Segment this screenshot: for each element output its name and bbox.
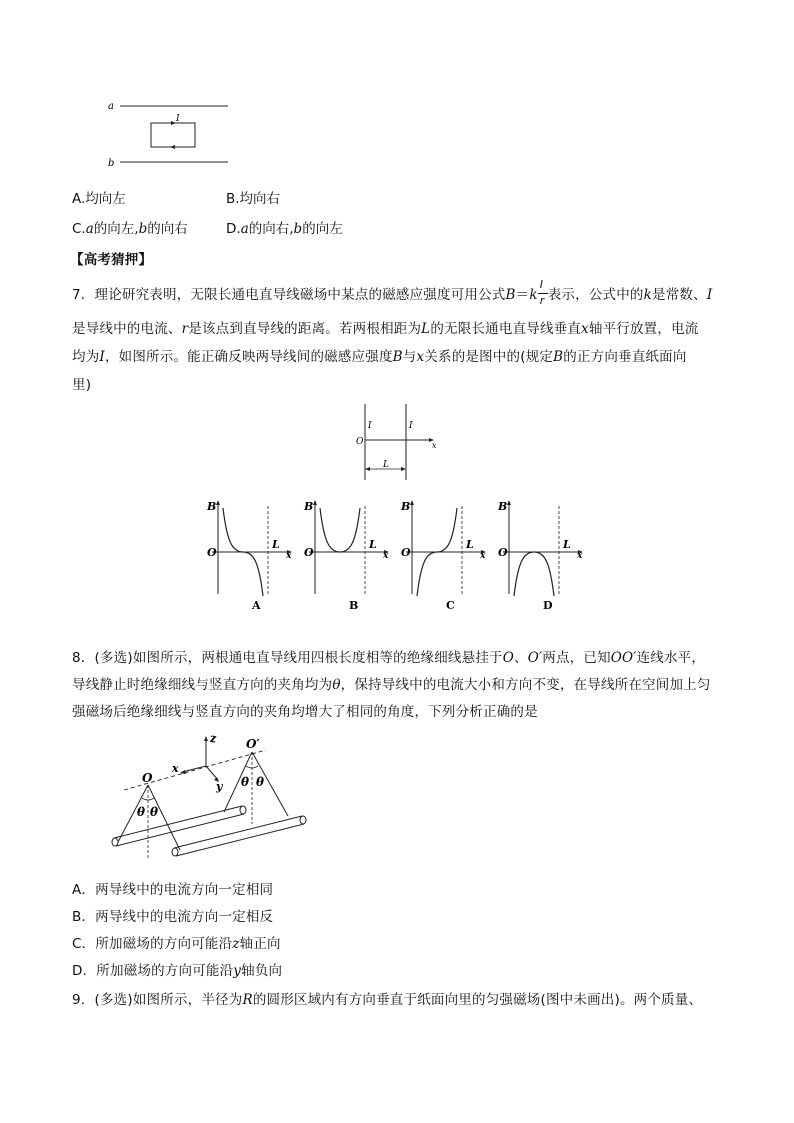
q7-line-1: 7．理论研究表明，无限长通电直导线磁场中某点的磁感应强度可用公式B＝k $\frac{I}{r}$ 表示，公式中的k是常数、I — [72, 278, 713, 307]
graph-a-o-label: O — [207, 546, 217, 559]
graph-b-l-label: L — [369, 538, 377, 551]
two-wires-setup-figure — [350, 400, 450, 490]
graph-a — [206, 500, 292, 612]
point-o-prime-label: O′ — [246, 737, 260, 751]
graph-b-caption: B — [349, 599, 359, 612]
graph-b-b-label: B — [304, 500, 314, 513]
x-axis-label: x — [432, 441, 437, 450]
q8-option-b: B．两导线中的电流方向一定相反 — [72, 909, 274, 925]
y-axis-label-3d: y — [216, 780, 223, 793]
formula-fraction: $\frac{I}{r}$ — [538, 288, 548, 302]
q7-line-2: 是导线中的电流、r是该点到直导线的距离。若两根相距为L的无限长通电直导线垂直x轴平行放置，电流 — [72, 321, 699, 337]
q9-line-1: 9．(多选)如图所示，半径为R的圆形区域内有方向垂直于纸面向里的匀强磁场(图中未画出)。两个质量、 — [72, 992, 703, 1008]
graph-d-l-label: L — [563, 538, 571, 551]
graph-c — [400, 500, 486, 612]
q7-line-4: 里) — [72, 377, 92, 393]
graph-a-caption: A — [252, 599, 261, 612]
graph-a-b-label: B — [207, 500, 217, 513]
suspended-wires-figure — [106, 728, 316, 864]
theta-label-2: θ — [150, 805, 159, 819]
q8-option-d: D．所加磁场的方向可能沿y轴负向 — [72, 963, 283, 979]
theta-label-1: θ — [137, 805, 146, 819]
graph-d-x-label: x — [577, 551, 583, 561]
graph-b — [303, 500, 389, 612]
wire-rod-2 — [172, 816, 306, 856]
graph-a-x-label: x — [286, 551, 292, 561]
graph-b-x-label: x — [383, 551, 389, 561]
q8-option-c: C．所加磁场的方向可能沿z轴正向 — [72, 936, 281, 952]
q8-line-2: 导线静止时绝缘细线与竖直方向的夹角均为θ，保持导线中的电流大小和方向不变，在导线所在空间加上匀 — [72, 677, 711, 693]
section-title: 【高考猜押】 — [70, 252, 153, 268]
loop-between-wires-figure — [100, 96, 240, 172]
theta-label-3: θ — [241, 775, 250, 789]
wire-a-label: a — [108, 101, 114, 112]
x-axis-label-3d: x — [172, 762, 179, 775]
theta-label-4: θ — [256, 775, 265, 789]
q6-option-d: D.a的向右,b的向左 — [226, 221, 343, 237]
wire2-current-label: I — [409, 421, 413, 431]
graph-c-l-label: L — [466, 538, 474, 551]
q7-line-3: 均为I，如图所示。能正确反映两导线间的磁感应强度B与x关系的是图中的(规定B的正方向垂直纸面向 — [72, 349, 687, 365]
q8-line-1: 8．(多选)如图所示，两根通电直导线用四根长度相等的绝缘细线悬挂于O、O′两点，已知OO′连线水平， — [72, 650, 706, 666]
graph-c-b-label: B — [401, 500, 411, 513]
graph-d-b-label: B — [498, 500, 508, 513]
origin-label: O — [356, 437, 364, 447]
q8-line-3: 强磁场后绝缘细线与竖直方向的夹角均增大了相同的角度，下列分析正确的是 — [72, 704, 538, 720]
wire1-current-label: I — [368, 421, 372, 431]
distance-label: L — [383, 460, 389, 470]
wire-rod-1 — [112, 806, 246, 846]
q6-option-a: A.均向左 — [72, 191, 126, 207]
q8-option-a: A．两导线中的电流方向一定相同 — [72, 882, 274, 898]
current-label: I — [176, 114, 180, 124]
graph-c-caption: C — [446, 599, 455, 612]
q6-option-c: C.a的向左,b的向右 — [72, 221, 188, 237]
point-o-label: O — [142, 771, 153, 785]
graph-a-l-label: L — [272, 538, 280, 551]
wire-b-label: b — [108, 158, 115, 169]
graph-c-o-label: O — [401, 546, 411, 559]
graph-d-caption: D — [543, 599, 553, 612]
graph-b-o-label: O — [304, 546, 314, 559]
graph-d-o-label: O — [498, 546, 508, 559]
graph-d — [497, 500, 583, 612]
z-axis-label: z — [210, 732, 217, 745]
q6-option-b: B.均向右 — [226, 191, 281, 207]
b-vs-x-graphs — [200, 496, 600, 616]
graph-c-x-label: x — [480, 551, 486, 561]
